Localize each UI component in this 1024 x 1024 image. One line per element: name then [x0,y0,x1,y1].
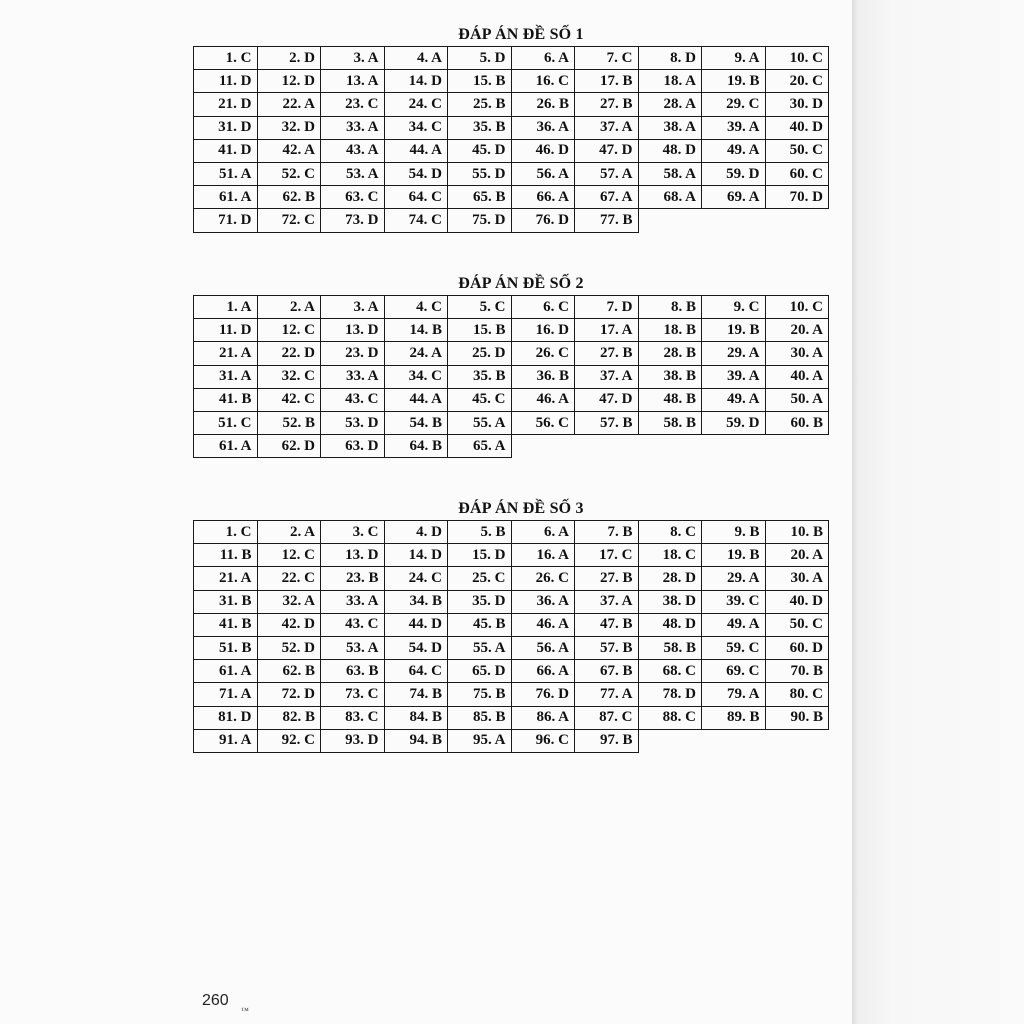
answer-cell: 33. A [321,590,385,613]
answer-cell: 5. B [448,521,512,544]
answer-cell: 60. D [765,636,829,659]
answer-cell: 44. A [384,388,448,411]
empty-cell [702,729,766,752]
table-row [194,93,829,116]
answer-cell: 53. D [321,411,385,434]
answer-cell: 72. D [257,683,321,706]
answer-cell: 56. C [511,411,575,434]
answer-cell: 14. D [384,544,448,567]
answer-cell: 7. D [575,296,639,319]
answer-cell: 27. B [575,342,639,365]
table-row [194,435,829,458]
answer-cell: 61. A [194,660,258,683]
answer-cell: 42. D [257,613,321,636]
answer-cell: 5. C [448,296,512,319]
answer-cell: 38. A [638,116,702,139]
answer-cell: 27. B [575,93,639,116]
empty-cell [511,435,575,458]
answer-cell: 69. A [702,186,766,209]
answer-cell: 94. B [384,729,448,752]
answer-cell: 24. C [384,93,448,116]
answer-cell: 17. C [575,544,639,567]
answer-cell: 9. A [702,47,766,70]
answer-cell: 32. D [257,116,321,139]
answer-cell: 16. C [511,70,575,93]
answer-cell: 88. C [638,706,702,729]
answer-cell: 54. D [384,636,448,659]
answer-cell: 74. B [384,683,448,706]
page-mark: ™ [241,1006,249,1015]
answer-cell: 44. A [384,139,448,162]
answer-cell: 1. C [194,521,258,544]
answer-cell: 66. A [511,660,575,683]
answer-cell: 57. B [575,636,639,659]
answer-cell: 61. A [194,186,258,209]
answer-cell: 95. A [448,729,512,752]
answer-cell: 19. B [702,319,766,342]
answer-cell: 73. D [321,209,385,232]
answer-cell: 13. D [321,544,385,567]
answer-cell: 22. C [257,567,321,590]
answer-cell: 77. B [575,209,639,232]
answer-cell: 57. B [575,411,639,434]
answer-cell: 64. C [384,660,448,683]
answer-cell: 74. C [384,209,448,232]
answer-cell: 14. D [384,70,448,93]
answer-cell: 1. C [194,47,258,70]
table-row [194,660,829,683]
answer-cell: 18. B [638,319,702,342]
answer-cell: 25. B [448,93,512,116]
answer-cell: 62. D [257,435,321,458]
answer-cell: 55. A [448,636,512,659]
answer-cell: 10. B [765,521,829,544]
answer-cell: 86. A [511,706,575,729]
answer-cell: 63. B [321,660,385,683]
table-row [194,47,829,70]
answer-cell: 27. B [575,567,639,590]
answer-cell: 32. C [257,365,321,388]
answer-cell: 29. A [702,567,766,590]
answer-cell: 52. B [257,411,321,434]
answer-cell: 43. C [321,613,385,636]
answer-cell: 4. D [384,521,448,544]
answer-cell: 83. C [321,706,385,729]
answer-cell: 58. A [638,162,702,185]
answer-cell: 72. C [257,209,321,232]
answer-cell: 39. C [702,590,766,613]
answer-cell: 53. A [321,162,385,185]
answer-cell: 22. D [257,342,321,365]
answer-cell: 51. C [194,411,258,434]
answer-cell: 23. B [321,567,385,590]
answer-cell: 15. B [448,70,512,93]
answer-cell: 12. C [257,319,321,342]
answer-cell: 47. D [575,388,639,411]
answer-cell: 55. D [448,162,512,185]
answer-cell: 59. D [702,162,766,185]
answer-table [193,46,829,233]
answer-cell: 14. B [384,319,448,342]
answer-cell: 47. D [575,139,639,162]
answer-cell: 21. A [194,567,258,590]
answer-cell: 30. A [765,342,829,365]
answer-cell: 11. D [194,319,258,342]
answer-cell: 38. D [638,590,702,613]
answer-cell: 31. B [194,590,258,613]
answer-cell: 5. D [448,47,512,70]
empty-cell [702,209,766,232]
answer-cell: 10. C [765,296,829,319]
answer-cell: 48. D [638,139,702,162]
answer-cell: 20. C [765,70,829,93]
answer-cell: 35. B [448,116,512,139]
answer-cell: 21. A [194,342,258,365]
section-title: ĐÁP ÁN ĐỀ SỐ 2 [458,275,584,292]
answer-cell: 28. D [638,567,702,590]
answer-cell: 87. C [575,706,639,729]
answer-cell: 36. B [511,365,575,388]
answer-cell: 47. B [575,613,639,636]
answer-cell: 39. A [702,116,766,139]
empty-cell [575,435,639,458]
answer-cell: 4. C [384,296,448,319]
answer-cell: 63. D [321,435,385,458]
answer-cell: 50. C [765,139,829,162]
answer-cell: 49. A [702,388,766,411]
empty-cell [765,209,829,232]
answer-cell: 20. A [765,319,829,342]
answer-cell: 91. A [194,729,258,752]
answer-cell: 61. A [194,435,258,458]
answer-cell: 9. B [702,521,766,544]
answer-cell: 75. D [448,209,512,232]
answer-cell: 37. A [575,365,639,388]
answer-cell: 68. A [638,186,702,209]
answer-cell: 2. A [257,296,321,319]
answer-cell: 64. C [384,186,448,209]
answer-cell: 15. D [448,544,512,567]
answer-cell: 58. B [638,411,702,434]
answer-cell: 36. A [511,590,575,613]
answer-cell: 22. A [257,93,321,116]
answer-cell: 15. B [448,319,512,342]
answer-cell: 25. C [448,567,512,590]
answer-cell: 31. D [194,116,258,139]
answer-cell: 38. B [638,365,702,388]
answer-cell: 40. D [765,116,829,139]
answer-cell: 16. D [511,319,575,342]
answer-cell: 4. A [384,47,448,70]
answer-cell: 89. B [702,706,766,729]
answer-cell: 45. C [448,388,512,411]
answer-cell: 70. D [765,186,829,209]
answer-cell: 49. A [702,613,766,636]
answer-cell: 42. A [257,139,321,162]
answer-cell: 79. A [702,683,766,706]
table-row [194,319,829,342]
empty-cell [765,435,829,458]
table-row [194,296,829,319]
answer-cell: 8. B [638,296,702,319]
answer-cell: 25. D [448,342,512,365]
answer-cell: 70. B [765,660,829,683]
table-row [194,70,829,93]
empty-cell [702,435,766,458]
answer-cell: 42. C [257,388,321,411]
answer-cell: 53. A [321,636,385,659]
answer-cell: 68. C [638,660,702,683]
answer-cell: 46. A [511,388,575,411]
answer-cell: 13. A [321,70,385,93]
answer-cell: 7. B [575,521,639,544]
table-row [194,636,829,659]
answer-cell: 29. C [702,93,766,116]
answer-cell: 48. B [638,388,702,411]
answer-cell: 7. C [575,47,639,70]
answer-cell: 24. A [384,342,448,365]
answer-cell: 34. C [384,116,448,139]
answer-cell: 26. B [511,93,575,116]
answer-cell: 76. D [511,683,575,706]
answer-cell: 62. B [257,660,321,683]
table-row [194,590,829,613]
table-row [194,365,829,388]
answer-cell: 96. C [511,729,575,752]
answer-cell: 17. B [575,70,639,93]
answer-cell: 31. A [194,365,258,388]
answer-cell: 92. C [257,729,321,752]
answer-cell: 93. D [321,729,385,752]
answer-section-3 [193,498,845,753]
answer-cell: 23. D [321,342,385,365]
answer-cell: 41. B [194,388,258,411]
answer-cell: 40. D [765,590,829,613]
answer-cell: 50. C [765,613,829,636]
answer-cell: 6. A [511,47,575,70]
answer-cell: 11. B [194,544,258,567]
table-row [194,729,829,752]
answer-cell: 10. C [765,47,829,70]
table-row [194,683,829,706]
answer-cell: 19. B [702,544,766,567]
answer-cell: 12. D [257,70,321,93]
answer-cell: 48. D [638,613,702,636]
answer-cell: 54. D [384,162,448,185]
answer-cell: 3. A [321,296,385,319]
empty-cell [638,209,702,232]
answer-cell: 90. B [765,706,829,729]
page-number: 260 [202,992,229,1009]
table-row [194,388,829,411]
answer-cell: 64. B [384,435,448,458]
answer-cell: 60. B [765,411,829,434]
answer-cell: 30. A [765,567,829,590]
answer-cell: 35. B [448,365,512,388]
answer-cell: 18. A [638,70,702,93]
answer-cell: 11. D [194,70,258,93]
answer-cell: 56. A [511,162,575,185]
answer-table [193,520,829,753]
answer-cell: 13. D [321,319,385,342]
table-row [194,209,829,232]
answer-cell: 41. D [194,139,258,162]
answer-cell: 6. C [511,296,575,319]
answer-cell: 81. D [194,706,258,729]
answer-cell: 28. B [638,342,702,365]
section-title: ĐÁP ÁN ĐỀ SỐ 3 [458,500,584,517]
answer-cell: 75. B [448,683,512,706]
answer-cell: 85. B [448,706,512,729]
answer-cell: 51. A [194,162,258,185]
table-row [194,567,829,590]
answer-cell: 67. B [575,660,639,683]
answer-cell: 28. A [638,93,702,116]
answer-cell: 9. C [702,296,766,319]
answer-cell: 45. B [448,613,512,636]
answer-cell: 66. A [511,186,575,209]
answer-cell: 46. D [511,139,575,162]
table-row [194,544,829,567]
section-title: ĐÁP ÁN ĐỀ SỐ 1 [458,26,584,43]
answer-cell: 19. B [702,70,766,93]
answer-cell: 60. C [765,162,829,185]
answer-cell: 36. A [511,116,575,139]
answer-cell: 54. B [384,411,448,434]
answer-cell: 56. A [511,636,575,659]
table-row [194,521,829,544]
answer-cell: 2. D [257,47,321,70]
answer-cell: 43. C [321,388,385,411]
answer-cell: 97. B [575,729,639,752]
answer-cell: 23. C [321,93,385,116]
answer-table [193,295,829,458]
answer-cell: 59. D [702,411,766,434]
empty-cell [638,435,702,458]
answer-cell: 67. A [575,186,639,209]
answer-cell: 33. A [321,116,385,139]
answer-cell: 40. A [765,365,829,388]
answer-cell: 45. D [448,139,512,162]
answer-cell: 44. D [384,613,448,636]
answer-cell: 37. A [575,590,639,613]
answer-cell: 32. A [257,590,321,613]
answer-cell: 80. C [765,683,829,706]
table-row [194,186,829,209]
answer-cell: 2. A [257,521,321,544]
answer-cell: 63. C [321,186,385,209]
answer-cell: 29. A [702,342,766,365]
answer-cell: 39. A [702,365,766,388]
answer-cell: 17. A [575,319,639,342]
answer-cell: 18. C [638,544,702,567]
answer-cell: 34. C [384,365,448,388]
answer-cell: 34. B [384,590,448,613]
answer-cell: 55. A [448,411,512,434]
empty-cell [638,729,702,752]
answer-cell: 12. C [257,544,321,567]
answer-cell: 6. A [511,521,575,544]
answer-cell: 16. A [511,544,575,567]
answer-cell: 8. D [638,47,702,70]
answer-cell: 35. D [448,590,512,613]
answer-cell: 65. D [448,660,512,683]
answer-cell: 3. C [321,521,385,544]
table-row [194,411,829,434]
answer-cell: 8. C [638,521,702,544]
answer-cell: 37. A [575,116,639,139]
answer-cell: 21. D [194,93,258,116]
answer-cell: 77. A [575,683,639,706]
answer-cell: 65. B [448,186,512,209]
answer-cell: 46. A [511,613,575,636]
empty-cell [765,729,829,752]
answer-cell: 82. B [257,706,321,729]
answer-cell: 20. A [765,544,829,567]
answer-cell: 58. B [638,636,702,659]
answer-cell: 62. B [257,186,321,209]
answer-cell: 41. B [194,613,258,636]
answer-cell: 52. C [257,162,321,185]
answer-cell: 51. B [194,636,258,659]
answer-cell: 84. B [384,706,448,729]
answer-cell: 24. C [384,567,448,590]
answer-cell: 1. A [194,296,258,319]
answer-cell: 73. C [321,683,385,706]
answer-cell: 59. C [702,636,766,659]
answer-cell: 30. D [765,93,829,116]
table-row [194,706,829,729]
answer-cell: 71. D [194,209,258,232]
answer-cell: 3. A [321,47,385,70]
answer-cell: 26. C [511,567,575,590]
table-row [194,342,829,365]
table-row [194,162,829,185]
table-row [194,116,829,139]
answer-cell: 26. C [511,342,575,365]
answer-cell: 33. A [321,365,385,388]
answer-section-1 [193,24,845,233]
answer-cell: 50. A [765,388,829,411]
answer-section-2 [193,273,845,458]
answer-cell: 69. C [702,660,766,683]
answer-cell: 76. D [511,209,575,232]
answer-cell: 49. A [702,139,766,162]
table-row [194,139,829,162]
page-edge-shadow [852,0,1024,1024]
answer-cell: 65. A [448,435,512,458]
answer-cell: 43. A [321,139,385,162]
answer-cell: 78. D [638,683,702,706]
answer-cell: 57. A [575,162,639,185]
answer-cell: 71. A [194,683,258,706]
answer-cell: 52. D [257,636,321,659]
table-row [194,613,829,636]
